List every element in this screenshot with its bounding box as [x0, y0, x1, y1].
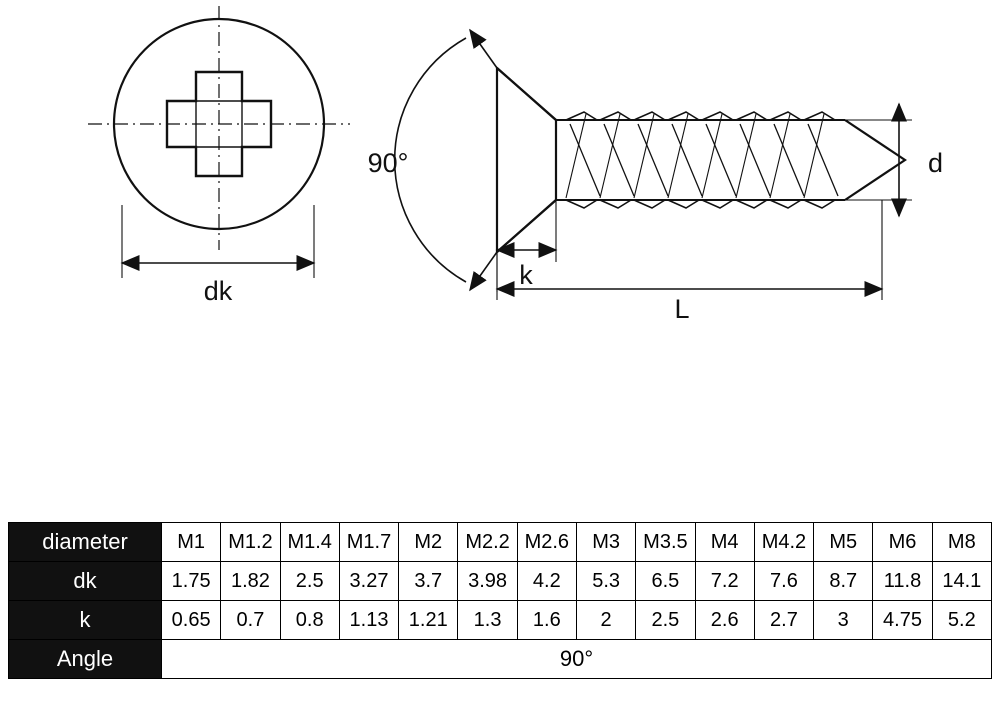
cell-r1-c13: 14.1: [932, 562, 991, 601]
label-d: d: [928, 148, 944, 178]
table-row: [9, 523, 992, 562]
row-header-angle: Angle: [9, 640, 162, 679]
cell-r1-c8: 6.5: [636, 562, 695, 601]
cell-r2-c5: 1.3: [458, 601, 517, 640]
cell-r2-c11: 3: [814, 601, 873, 640]
cell-r0-c10: M4.2: [754, 523, 813, 562]
cell-r0-c2: M1.4: [280, 523, 339, 562]
cell-r0-c11: M5: [814, 523, 873, 562]
cell-r1-c10: 7.6: [754, 562, 813, 601]
cell-r0-c7: M3: [576, 523, 635, 562]
cell-r0-c3: M1.7: [339, 523, 398, 562]
cell-angle-value: 90°: [162, 640, 992, 679]
cell-r1-c12: 11.8: [873, 562, 932, 601]
label-k: k: [519, 260, 533, 290]
cell-r0-c0: M1: [162, 523, 221, 562]
row-header-dk: dk: [9, 562, 162, 601]
cell-r0-c6: M2.6: [517, 523, 576, 562]
table-row: [9, 562, 992, 601]
screw-side-view: [368, 30, 943, 324]
cell-r2-c9: 2.6: [695, 601, 754, 640]
cell-r2-c2: 0.8: [280, 601, 339, 640]
cell-r2-c6: 1.6: [517, 601, 576, 640]
row-header-diameter: diameter: [9, 523, 162, 562]
cell-r0-c9: M4: [695, 523, 754, 562]
cell-r2-c3: 1.13: [339, 601, 398, 640]
cell-r0-c8: M3.5: [636, 523, 695, 562]
cell-r1-c9: 7.2: [695, 562, 754, 601]
cell-r2-c7: 2: [576, 601, 635, 640]
cell-r2-c4: 1.21: [399, 601, 458, 640]
table-row: [9, 640, 992, 679]
label-dk-top: dk: [203, 276, 233, 306]
cell-r2-c13: 5.2: [932, 601, 991, 640]
label-L: L: [674, 294, 690, 324]
cell-r2-c10: 2.7: [754, 601, 813, 640]
cell-r0-c4: M2: [399, 523, 458, 562]
cell-r0-c5: M2.2: [458, 523, 517, 562]
row-header-k: k: [9, 601, 162, 640]
cell-r1-c6: 4.2: [517, 562, 576, 601]
cell-r2-c1: 0.7: [221, 601, 280, 640]
cell-r2-c0: 0.65: [162, 601, 221, 640]
cell-r1-c3: 3.27: [339, 562, 398, 601]
cell-r0-c12: M6: [873, 523, 932, 562]
cell-r2-c8: 2.5: [636, 601, 695, 640]
cell-r1-c5: 3.98: [458, 562, 517, 601]
cell-r0-c13: M8: [932, 523, 991, 562]
cell-r1-c4: 3.7: [399, 562, 458, 601]
label-angle-90: 90°: [367, 148, 409, 178]
cell-r2-c12: 4.75: [873, 601, 932, 640]
cell-r0-c1: M1.2: [221, 523, 280, 562]
cell-r1-c11: 8.7: [814, 562, 873, 601]
head-top-view: [88, 6, 350, 306]
cell-r1-c7: 5.3: [576, 562, 635, 601]
cell-r1-c1: 1.82: [221, 562, 280, 601]
table-row: [9, 601, 992, 640]
specification-table: [8, 522, 992, 679]
cell-r1-c0: 1.75: [162, 562, 221, 601]
cell-r1-c2: 2.5: [280, 562, 339, 601]
